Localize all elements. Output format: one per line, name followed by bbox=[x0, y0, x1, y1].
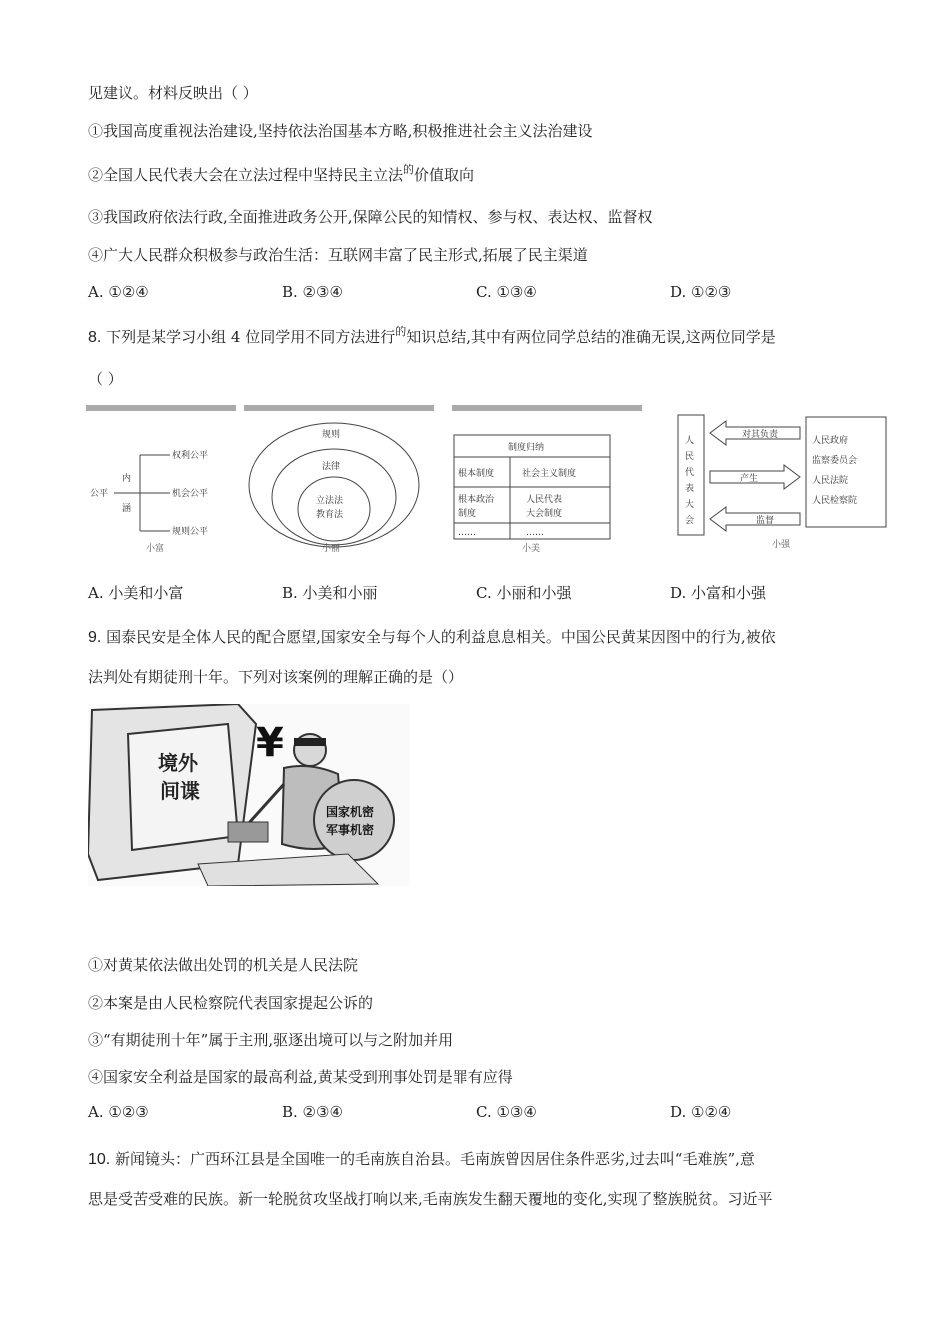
figure-xiaoqiang bbox=[676, 405, 896, 555]
fu-mid2: 涵 bbox=[122, 504, 132, 514]
q9-item-2: ②本案是由人民检察院代表国家提起公诉的 bbox=[88, 994, 374, 1012]
qiang-arrow-2: 产生 bbox=[740, 474, 759, 484]
q8-option-b: B. 小美和小丽 bbox=[282, 584, 378, 602]
mei-r1c2: 社会主义制度 bbox=[522, 469, 577, 479]
figure-xiaomei bbox=[452, 405, 642, 555]
fu-root: 公平 bbox=[90, 489, 109, 499]
spy-cartoon-image bbox=[88, 704, 410, 886]
svg-text:人: 人 bbox=[685, 436, 695, 446]
q9-item-4: ④国家安全利益是国家的最高利益,黄某受到刑事处罚是罪有应得 bbox=[88, 1068, 513, 1086]
q7-option-a: A. ①②④ bbox=[88, 283, 149, 301]
q7-item-3: ③我国政府依法行政,全面推进政务公开,保障公民的知情权、参与权、表达权、监督权 bbox=[88, 208, 653, 226]
qiang-right-2: 监察委员会 bbox=[812, 456, 858, 466]
mei-r1c1: 根本制度 bbox=[458, 469, 495, 479]
fu-mid1: 内 bbox=[122, 474, 132, 484]
fu-caption: 小富 bbox=[146, 544, 165, 554]
svg-text:代: 代 bbox=[685, 468, 695, 478]
bag-text-1: 国家机密 bbox=[326, 805, 375, 819]
yen-icon: ¥ bbox=[256, 720, 284, 766]
q10-stem-line1: 10. 新闻镜头：广西环江县是全国唯一的毛南族自治县。毛南族曾因居住条件恶劣,过去叫“毛难族”,意 bbox=[88, 1150, 755, 1168]
qiang-arrow-1: 对其负责 bbox=[742, 430, 779, 440]
svg-text:表: 表 bbox=[685, 484, 695, 494]
svg-text:大: 大 bbox=[685, 500, 695, 510]
q9-item-1: ①对黄某依法做出处罚的机关是人民法院 bbox=[88, 956, 359, 974]
figure-xiaoli bbox=[244, 405, 434, 555]
qiang-right-3: 人民法院 bbox=[812, 476, 849, 486]
bag-text-2: 军事机密 bbox=[326, 823, 375, 837]
li-ring-3b: 教育法 bbox=[316, 510, 344, 520]
li-caption: 小丽 bbox=[322, 544, 341, 554]
screen-text-1: 境外 bbox=[158, 751, 198, 775]
mei-r3c2: …… bbox=[526, 528, 544, 538]
q7-item-4: ④广大人民群众积极参与政治生活：互联网丰富了民主形式,拓展了民主渠道 bbox=[88, 246, 588, 264]
svg-text:会: 会 bbox=[685, 516, 695, 526]
q7-option-c: C. ①③④ bbox=[476, 283, 537, 301]
li-ring-3a: 立法法 bbox=[316, 496, 344, 506]
qiang-right-4: 人民检察院 bbox=[812, 496, 858, 506]
q7-item-1: ①我国高度重视法治建设,坚持依法治国基本方略,积极推进社会主义法治建设 bbox=[88, 122, 593, 140]
q8-stem: 8. 下列是某学习小组 4 位同学用不同方法进行$^的$知识总结,其中有两位同学总结的准确无误,这两位同学是 bbox=[88, 325, 776, 346]
mei-header: 制度归纳 bbox=[508, 443, 545, 453]
q8-option-d: D. 小富和小强 bbox=[670, 584, 767, 602]
li-ring-1: 规则 bbox=[322, 430, 341, 440]
screen-text-2: 间谍 bbox=[160, 779, 200, 803]
qiang-caption: 小强 bbox=[772, 540, 791, 550]
qiang-right-1: 人民政府 bbox=[812, 436, 849, 446]
mei-r2c2a: 人民代表 bbox=[526, 495, 563, 505]
figure-xiaofu bbox=[86, 405, 256, 555]
mei-caption: 小美 bbox=[522, 544, 541, 554]
mei-r2c2b: 大会制度 bbox=[526, 509, 563, 519]
svg-text:民: 民 bbox=[685, 452, 695, 462]
mei-r3c1: …… bbox=[458, 528, 476, 538]
q10-stem-line2: 思是受苦受难的民族。新一轮脱贫攻坚战打响以来,毛南族发生翻天覆地的变化,实现了整族脱贫。习近平 bbox=[88, 1190, 773, 1208]
fu-branch-1: 权利公平 bbox=[172, 451, 209, 461]
q8-option-a: A. 小美和小富 bbox=[88, 584, 184, 602]
mei-r2c1a: 根本政治 bbox=[458, 495, 495, 505]
qiang-arrow-3: 监督 bbox=[756, 516, 775, 526]
q9-stem-line2: 法判处有期徒刑十年。下列对该案例的理解正确的是（） bbox=[88, 668, 464, 686]
q9-option-a: A. ①②③ bbox=[88, 1103, 149, 1121]
q8-paren: （ ） bbox=[88, 370, 123, 388]
fu-branch-3: 规则公平 bbox=[172, 527, 209, 537]
q8-option-c: C. 小丽和小强 bbox=[476, 584, 572, 602]
li-ring-2: 法律 bbox=[322, 462, 341, 472]
mei-r2c1b: 制度 bbox=[458, 509, 477, 519]
q9-option-c: C. ①③④ bbox=[476, 1103, 537, 1121]
q9-item-3: ③“有期徒刑十年”属于主刑,驱逐出境可以与之附加并用 bbox=[88, 1031, 454, 1049]
q7-tail: 见建议。材料反映出（ ） bbox=[88, 84, 258, 102]
q9-stem-line1: 9. 国泰民安是全体人民的配合愿望,国家安全与每个人的利益息息相关。中国公民黄某因图中的行为,被依 bbox=[88, 628, 776, 646]
q7-item-2: ②全国人民代表大会在立法过程中坚持民主立法$^的$价值取向 bbox=[88, 163, 475, 184]
fu-branch-2: 机会公平 bbox=[172, 489, 209, 499]
q9-option-b: B. ②③④ bbox=[282, 1103, 343, 1121]
q9-option-d: D. ①②④ bbox=[670, 1103, 732, 1121]
q7-option-d: D. ①②③ bbox=[670, 283, 732, 301]
q7-option-b: B. ②③④ bbox=[282, 283, 343, 301]
